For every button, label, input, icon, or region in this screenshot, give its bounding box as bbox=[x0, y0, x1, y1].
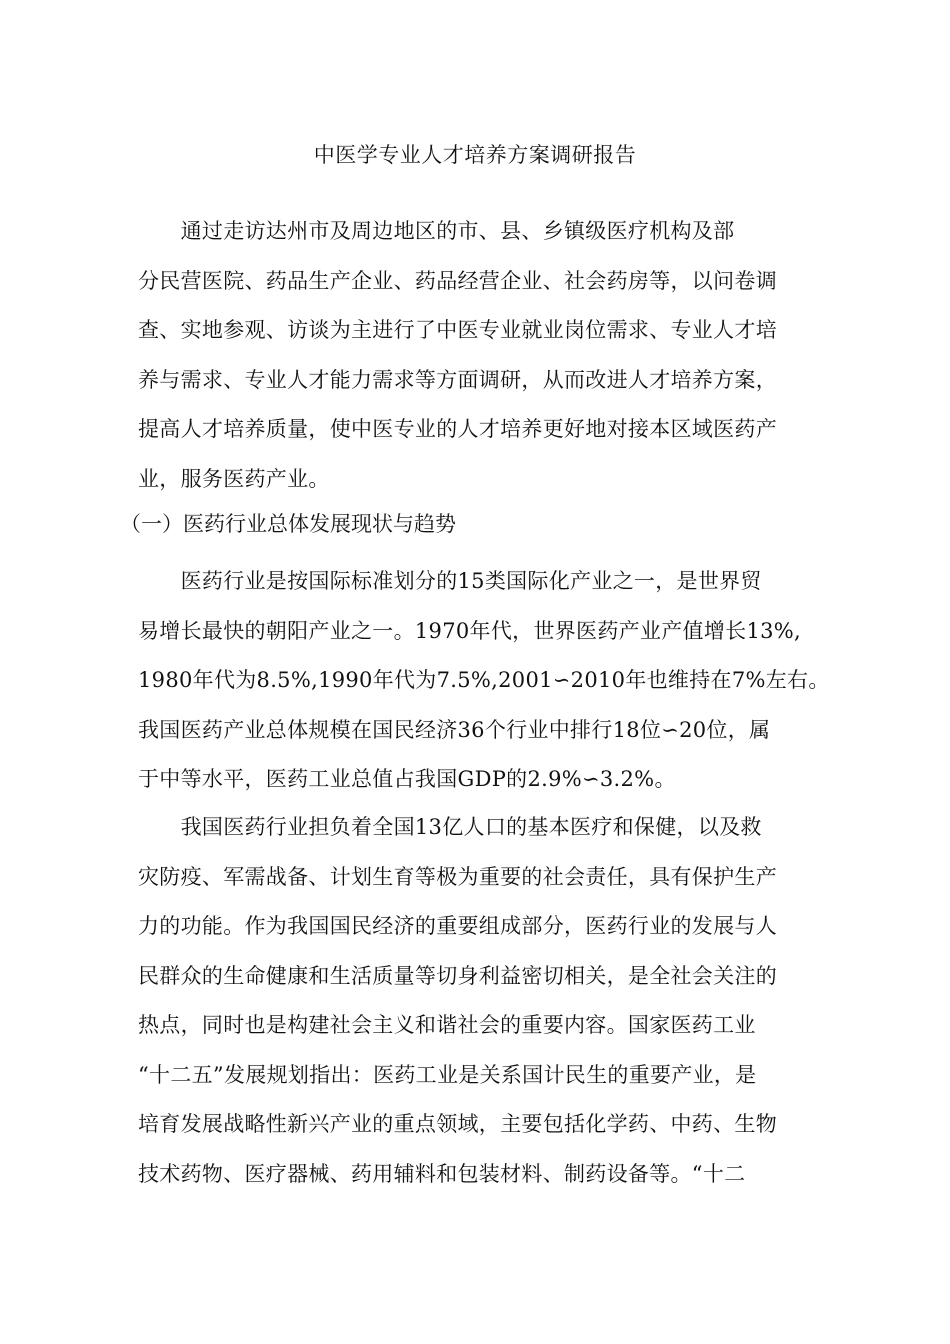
paragraph-line: 医药行业是按国际标准划分的15类国际化产业之一，是世界贸 bbox=[138, 569, 762, 593]
paragraph-line: “十二五”发展规划指出：医药工业是关系国计民生的重要产业，是 bbox=[138, 1062, 757, 1087]
paragraph-line: 于中等水平，医药工业总值占我国GDP的2.9%∽3.2%。 bbox=[138, 767, 676, 791]
paragraph-line: 热点，同时也是构建社会主义和谐社会的重要内容。国家医药工业 bbox=[138, 1013, 756, 1037]
paragraph-line: 民群众的生命健康和生活质量等切身利益密切相关，是全社会关注的 bbox=[138, 963, 777, 988]
paragraph-line: 1980年代为8.5%,1990年代为7.5%,2001∽2010年也维持在7%左右。 bbox=[138, 668, 830, 692]
paragraph-line: 技术药物、医疗器械、药用辅料和包装材料、制药设备等。“十二 bbox=[138, 1161, 746, 1186]
paragraph-line: 通过走访达州市及周边地区的市、县、乡镇级医疗机构及部 bbox=[138, 219, 735, 243]
paragraph-line: 培育发展战略性新兴产业的重点领域，主要包括化学药、中药、生物 bbox=[138, 1112, 777, 1136]
paragraph-line: 灾防疫、军需战备、计划生育等极为重要的社会责任，具有保护生产 bbox=[138, 864, 777, 889]
paragraph-industry-overview bbox=[138, 557, 830, 805]
paragraph-line: 分民营医院、药品生产企业、药品经营企业、社会药房等，以问卷调 bbox=[138, 268, 777, 293]
paragraph-line: 力的功能。作为我国国民经济的重要组成部分，医药行业的发展与人 bbox=[138, 914, 777, 938]
paragraph-intro bbox=[138, 207, 822, 504]
paragraph-line: 业，服务医药产业。 bbox=[138, 466, 330, 491]
paragraph-line: 我国医药产业总体规模在国民经济36个行业中排行18位∽20位，属 bbox=[138, 717, 771, 742]
paragraph-industry-role bbox=[138, 803, 822, 1199]
paragraph-line: 我国医药行业担负着全国13亿人口的基本医疗和保健，以及救 bbox=[138, 815, 762, 839]
paragraph-line: 查、实地参观、访谈为主进行了中医专业就业岗位需求、专业人才培 bbox=[138, 318, 777, 342]
document-title: 中医学专业人才培养方案调研报告 bbox=[313, 143, 637, 167]
paragraph-line: 提高人才培养质量，使中医专业的人才培养更好地对接本区域医药产 bbox=[138, 417, 777, 441]
paragraph-line: 易增长最快的朝阳产业之一。1970年代，世界医药产业产值增长13%, bbox=[138, 618, 801, 643]
paragraph-line: 养与需求、专业人才能力需求等方面调研，从而改进人才培养方案， bbox=[138, 367, 777, 392]
section-heading: （一）医药行业总体发展现状与趋势 bbox=[120, 512, 456, 536]
